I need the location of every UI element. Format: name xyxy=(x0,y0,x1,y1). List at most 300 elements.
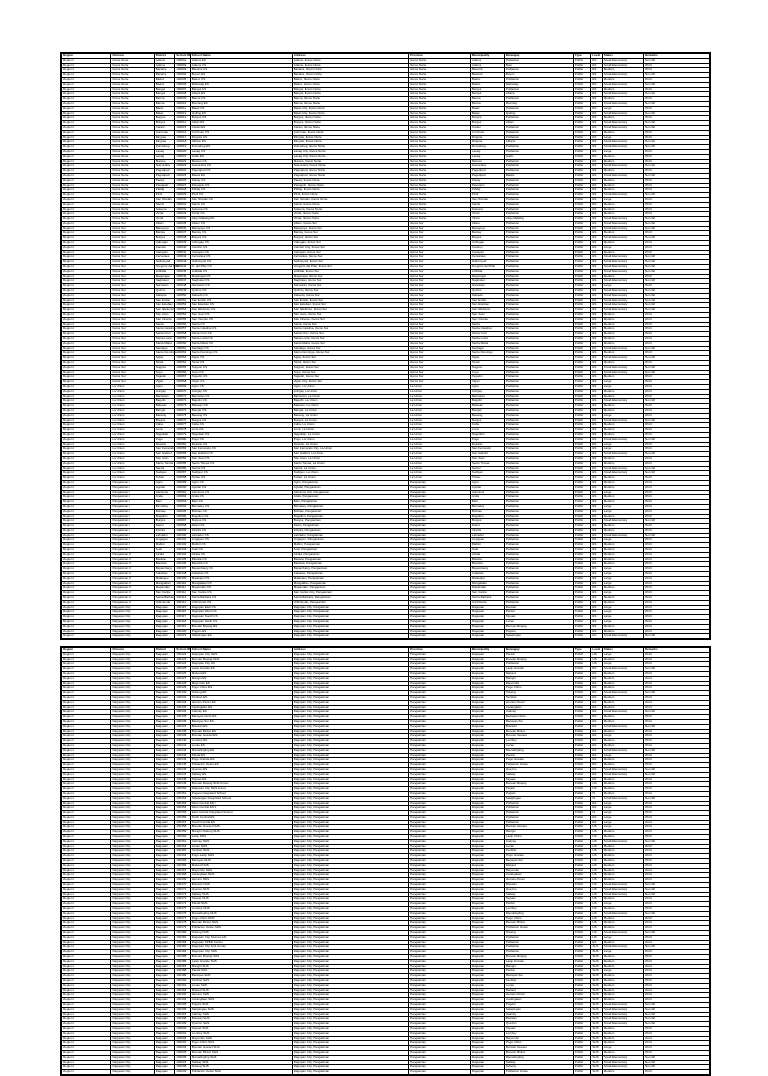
table-cell: ES xyxy=(591,615,602,620)
table-cell: Alaminos CS xyxy=(190,490,292,495)
table-cell: Dagupan xyxy=(154,935,175,940)
table-cell: SHS xyxy=(591,1036,602,1041)
table-cell: Ilocos Sur xyxy=(409,337,471,342)
table-cell: Public xyxy=(573,202,591,207)
table-cell: Region I xyxy=(62,969,111,974)
table-cell: Caba xyxy=(470,423,504,428)
table-cell: Pangasinan xyxy=(409,657,471,662)
table-cell: Dagupan xyxy=(470,662,504,667)
table-cell: Dagupan City xyxy=(111,988,154,993)
table-cell: Malued xyxy=(504,863,573,868)
table-cell: Region I xyxy=(62,801,111,806)
table-cell: Dingras xyxy=(154,140,175,145)
table-cell: Luna xyxy=(470,428,504,433)
table-cell: Mangin ES xyxy=(190,676,292,681)
table-cell: Dagupan City, Pangasinan xyxy=(292,820,408,825)
column-header: District xyxy=(154,54,175,59)
table-cell: West Central ES II xyxy=(190,806,292,811)
table-cell: Public xyxy=(573,830,591,835)
table-cell: Public xyxy=(573,998,591,1003)
table-cell: Wi-Fi xyxy=(643,921,709,926)
table-cell: Dagupan xyxy=(154,710,175,715)
table-cell: Sinait, Ilocos Sur xyxy=(292,361,408,366)
table-cell: Nagbukel xyxy=(470,279,504,284)
table-cell: Pangasinan xyxy=(409,495,471,500)
table-cell: Lucao xyxy=(504,844,573,849)
table-cell: Poblacion xyxy=(504,801,573,806)
table-cell: Dagupan xyxy=(154,662,175,667)
table-cell: Public xyxy=(573,77,591,82)
table-cell: Poblacion xyxy=(504,509,573,514)
table-cell: Poblacion xyxy=(504,188,573,193)
table-cell: 100005 xyxy=(175,77,190,82)
table-cell: ES xyxy=(591,87,602,92)
table-cell: Region I xyxy=(62,413,111,418)
table-cell: Naguilian, La Union xyxy=(292,432,408,437)
table-cell: SHS xyxy=(591,1026,602,1031)
table-cell: Dagupan City, Pangasinan xyxy=(292,897,408,902)
table-cell: Ilocos Sur xyxy=(409,269,471,274)
table-cell: Pangasinan xyxy=(409,873,471,878)
table-cell: Region I xyxy=(62,289,111,294)
table-cell: Tapuac xyxy=(504,615,573,620)
table-cell: Pangasinan I xyxy=(111,528,154,533)
table-cell: 100102 xyxy=(175,543,190,548)
table-cell: Public xyxy=(573,106,591,111)
column-header: School Name xyxy=(190,54,292,59)
table-cell: Small Elementary xyxy=(602,634,643,639)
table-cell: Dagupan City xyxy=(111,854,154,859)
table-cell: Public xyxy=(573,413,591,418)
table-cell: La Union xyxy=(409,408,471,413)
table-cell: Carasi, Ilocos Norte xyxy=(292,125,408,130)
table-cell: Tebeng NHS xyxy=(190,931,292,936)
table-cell: Bacarra, Ilocos Norte xyxy=(292,68,408,73)
table-cell: Non-Wi xyxy=(643,303,709,308)
table-cell: Tambac xyxy=(504,978,573,983)
table-cell: Ilocos Norte xyxy=(409,116,471,121)
table-cell: Pangasinan xyxy=(409,676,471,681)
table-cell: 100039 xyxy=(175,241,190,246)
table-cell: Non-Wi xyxy=(643,1060,709,1065)
table-cell: 100107 xyxy=(175,567,190,572)
table-cell: 100095 xyxy=(175,509,190,514)
table-cell: Region I xyxy=(62,370,111,375)
table-cell: Large xyxy=(602,1046,643,1051)
table-cell: Dagupan xyxy=(470,1046,504,1051)
table-cell: Public xyxy=(573,327,591,332)
table-cell: Public xyxy=(573,815,591,820)
table-cell: 100043 xyxy=(175,260,190,265)
table-cell: La Union xyxy=(111,471,154,476)
table-cell: Pangasinan xyxy=(409,931,471,936)
table-cell: Dagupan xyxy=(154,1070,175,1075)
table-cell: Bonuan Boquig NHS Annex xyxy=(190,782,292,787)
table-cell: Dagupan City xyxy=(111,629,154,634)
table-cell: Dagupan xyxy=(470,686,504,691)
table-cell: Dagupan xyxy=(470,935,504,940)
table-cell: Pangasinan xyxy=(409,916,471,921)
table-cell: Wi-Fi xyxy=(643,801,709,806)
table-cell: Ilocos Sur xyxy=(111,370,154,375)
table-cell: Public xyxy=(573,887,591,892)
table-cell: Large xyxy=(602,197,643,202)
table-cell: Solsona CS xyxy=(190,207,292,212)
table-cell: ES xyxy=(591,365,602,370)
table-cell: Bolosan xyxy=(504,1017,573,1022)
table-cell: Batac xyxy=(470,111,504,116)
table-cell: 100149 xyxy=(175,782,190,787)
table-cell: HS xyxy=(591,657,602,662)
table-cell: Public xyxy=(573,811,591,816)
table-cell: Pangasinan xyxy=(409,552,471,557)
table-cell: Pangasinan xyxy=(409,1036,471,1041)
table-cell: Laoag xyxy=(470,154,504,159)
table-cell: Dagupan xyxy=(154,796,175,801)
table-cell: 100026 xyxy=(175,178,190,183)
table-cell: Santiago xyxy=(154,346,175,351)
table-cell: ES xyxy=(591,351,602,356)
table-cell: HS xyxy=(591,830,602,835)
table-cell: Dagupan xyxy=(470,734,504,739)
table-cell: Wi-Fi xyxy=(643,1041,709,1046)
table-cell: Region I xyxy=(62,671,111,676)
table-cell: Ilocos Norte xyxy=(111,97,154,102)
table-cell: Bonuan Boquig SHS xyxy=(190,955,292,960)
table-cell: Public xyxy=(573,245,591,250)
table-cell: Ilocos Sur xyxy=(409,236,471,241)
table-cell: Region I xyxy=(62,1065,111,1070)
table-cell: Banna xyxy=(154,97,175,102)
table-cell: Dagupan xyxy=(154,739,175,744)
table-cell: Non-Wi xyxy=(643,221,709,226)
table-cell: ES xyxy=(591,772,602,777)
table-cell: Small Elementary xyxy=(602,236,643,241)
table-cell: Medium xyxy=(602,154,643,159)
table-cell: Public xyxy=(573,1036,591,1041)
table-cell: Region I xyxy=(62,921,111,926)
table-cell: Region I xyxy=(62,221,111,226)
table-cell: Ilocos Norte xyxy=(409,82,471,87)
table-cell: Pangasinan xyxy=(409,480,471,485)
table-cell: Dagupan City, Pangasinan xyxy=(292,700,408,705)
table-cell: Pangasinan xyxy=(409,1055,471,1060)
table-cell: Pangasinan xyxy=(409,543,471,548)
table-cell: ES xyxy=(591,610,602,615)
table-cell: Alejo Malasig xyxy=(504,217,573,222)
table-cell: Poblacion xyxy=(504,394,573,399)
table-cell: ES xyxy=(591,394,602,399)
table-cell: ES xyxy=(591,212,602,217)
table-cell: Poblacion xyxy=(504,284,573,289)
table-cell: ES xyxy=(591,413,602,418)
table-cell: Large xyxy=(602,605,643,610)
table-cell: Non-Wi xyxy=(643,92,709,97)
table-cell: 100012 xyxy=(175,111,190,116)
table-cell: Wi-Fi xyxy=(643,327,709,332)
table-cell: Sugpon xyxy=(154,365,175,370)
table-cell: ES xyxy=(591,164,602,169)
table-cell: 100056 xyxy=(175,322,190,327)
table-cell: Dagupan City, Pangasinan xyxy=(292,1065,408,1070)
table-cell: Region I xyxy=(62,375,111,380)
table-cell: Wi-Fi xyxy=(643,538,709,543)
table-cell: Aringay xyxy=(470,389,504,394)
table-cell: Dumalneg xyxy=(470,145,504,150)
table-cell: Region I xyxy=(62,476,111,481)
table-cell: Pogo Grande xyxy=(504,758,573,763)
table-cell: ES xyxy=(591,408,602,413)
table-cell: Dagupan xyxy=(154,1036,175,1041)
table-cell: Ilocos Sur xyxy=(111,279,154,284)
table-cell: Mabini xyxy=(470,543,504,548)
table-cell: Pangasinan xyxy=(409,1022,471,1027)
table-cell: Region I xyxy=(62,686,111,691)
table-cell: Region I xyxy=(62,365,111,370)
table-cell: Region I xyxy=(62,1017,111,1022)
table-cell: Adams, Ilocos Norte xyxy=(292,63,408,68)
table-cell: Wi-Fi xyxy=(643,509,709,514)
table-cell: Large xyxy=(602,610,643,615)
table-cell: Dagupan xyxy=(154,719,175,724)
table-cell: Adams xyxy=(154,63,175,68)
table-cell: Public xyxy=(573,212,591,217)
table-cell: Dagupan xyxy=(470,705,504,710)
table-cell: 100132 xyxy=(175,700,190,705)
table-cell: ES xyxy=(591,404,602,409)
table-cell: Poblacion xyxy=(504,308,573,313)
table-cell: 100016 xyxy=(175,130,190,135)
table-cell: Medium xyxy=(602,332,643,337)
table-cell: Public xyxy=(573,154,591,159)
table-cell: Large xyxy=(602,902,643,907)
table-cell: Public xyxy=(573,945,591,950)
table-cell: San Vicente xyxy=(470,317,504,322)
table-cell: Santa xyxy=(154,322,175,327)
table-cell: Dagupan City xyxy=(111,1007,154,1012)
table-cell: Dagupan City xyxy=(111,1070,154,1075)
table-cell: Region I xyxy=(62,255,111,260)
table-cell: Calasiao CS xyxy=(190,572,292,577)
table-cell: Adams xyxy=(470,63,504,68)
table-cell: Region I xyxy=(62,164,111,169)
table-cell: Banayoyo xyxy=(470,226,504,231)
table-cell: Small Elementary xyxy=(602,1022,643,1027)
table-cell: Public xyxy=(573,1065,591,1070)
table-cell: San Nicolas CS xyxy=(190,197,292,202)
table-cell: Pantal NHS xyxy=(190,902,292,907)
table-cell: Medium xyxy=(602,456,643,461)
table-cell: 100143 xyxy=(175,753,190,758)
table-cell: 100046 xyxy=(175,274,190,279)
table-cell: Non-Wi xyxy=(643,308,709,313)
table-cell: Poblacion xyxy=(504,193,573,198)
table-cell: Dagupan City xyxy=(111,811,154,816)
table-cell: Pantal xyxy=(504,787,573,792)
table-cell: Dagupan xyxy=(470,806,504,811)
table-cell: Large xyxy=(602,815,643,820)
table-cell: 100199 xyxy=(175,1022,190,1027)
table-cell: Ilocos Sur xyxy=(409,298,471,303)
table-cell: San Gabriel xyxy=(470,452,504,457)
table-cell: Medium xyxy=(602,873,643,878)
table-cell: Region I xyxy=(62,835,111,840)
table-cell: Public xyxy=(573,983,591,988)
table-cell: ES xyxy=(591,308,602,313)
table-cell: Poblacion xyxy=(504,269,573,274)
table-cell: Region I xyxy=(62,830,111,835)
table-cell: Public xyxy=(573,399,591,404)
table-cell: 100117 xyxy=(175,615,190,620)
table-cell: Pangasinan xyxy=(409,715,471,720)
table-cell: Dagupan City xyxy=(111,897,154,902)
table-cell: Region I xyxy=(62,130,111,135)
table-cell: Wi-Fi xyxy=(643,940,709,945)
table-cell: Marcos xyxy=(154,159,175,164)
table-cell: Public xyxy=(573,159,591,164)
table-cell: Public xyxy=(573,567,591,572)
table-cell: Bauang CS xyxy=(190,413,292,418)
table-cell: Bayambang, Pangasinan xyxy=(292,567,408,572)
table-cell: Pangasinan II xyxy=(111,572,154,577)
table-cell: Alilem xyxy=(470,221,504,226)
table-cell: 100115 xyxy=(175,605,190,610)
table-cell: Dagupan City, Pangasinan xyxy=(292,748,408,753)
table-cell: Dagupan City, Pangasinan xyxy=(292,662,408,667)
table-cell: Dagupan xyxy=(470,787,504,792)
table-cell: Medium xyxy=(602,212,643,217)
table-cell: ES xyxy=(591,806,602,811)
table-cell: Region I xyxy=(62,629,111,634)
table-cell: Wi-Fi xyxy=(643,902,709,907)
table-cell: Dagupan City NHS xyxy=(190,652,292,657)
table-cell: Wi-Fi xyxy=(643,662,709,667)
table-cell: Public xyxy=(573,921,591,926)
table-cell: Dagupan xyxy=(154,854,175,859)
table-cell: Dagupan xyxy=(470,1055,504,1060)
table-cell: Public xyxy=(573,873,591,878)
table-cell: ES xyxy=(591,97,602,102)
table-cell: Dagupan xyxy=(470,907,504,912)
table-cell: Public xyxy=(573,767,591,772)
table-cell: Region I xyxy=(62,902,111,907)
table-cell: Pagudpud xyxy=(154,169,175,174)
table-cell: Dagupan xyxy=(470,767,504,772)
table-cell: Region I xyxy=(62,303,111,308)
table-cell: Large xyxy=(602,734,643,739)
table-cell: Medium xyxy=(602,500,643,505)
table-cell: Pangasinan xyxy=(409,705,471,710)
table-cell: Dagupan City, Pangasinan xyxy=(292,739,408,744)
table-cell: Small Elementary xyxy=(602,63,643,68)
table-cell: Bautista xyxy=(470,562,504,567)
table-cell: Dagupan City xyxy=(111,1041,154,1046)
table-cell: Non-Wi xyxy=(643,1007,709,1012)
table-cell: Public xyxy=(573,509,591,514)
table-cell: Wi-Fi xyxy=(643,284,709,289)
table-cell: La Union xyxy=(409,404,471,409)
table-cell: Buyon ES xyxy=(190,73,292,78)
table-cell: Poblacion xyxy=(504,495,573,500)
table-cell: Region I xyxy=(62,734,111,739)
table-cell: Small Elementary xyxy=(602,748,643,753)
table-cell: ES xyxy=(591,389,602,394)
table-cell: Candon xyxy=(154,245,175,250)
table-cell: Piddig xyxy=(470,188,504,193)
table-cell: Small Elementary xyxy=(602,173,643,178)
table-cell: 100174 xyxy=(175,902,190,907)
table-cell: Dagupan City xyxy=(111,883,154,888)
table-cell: Ilocos Sur xyxy=(111,226,154,231)
table-cell: 100141 xyxy=(175,743,190,748)
table-cell: Small Elementary xyxy=(602,145,643,150)
table-cell: Ilocos Norte xyxy=(111,149,154,154)
table-cell: Poblacion xyxy=(504,428,573,433)
table-cell: Batac CS xyxy=(190,106,292,111)
table-cell: ES xyxy=(591,269,602,274)
table-cell: Dagupan City xyxy=(111,710,154,715)
table-cell: Region I xyxy=(62,73,111,78)
table-cell: Public xyxy=(573,743,591,748)
table-cell: Sual xyxy=(154,548,175,553)
table-cell: 100179 xyxy=(175,926,190,931)
table-cell: 100153 xyxy=(175,801,190,806)
table-cell: Public xyxy=(573,955,591,960)
table-cell: Dagupan City xyxy=(111,667,154,672)
table-cell: 100035 xyxy=(175,221,190,226)
table-cell: Caba CS xyxy=(190,423,292,428)
table-cell: Pangasinan xyxy=(409,811,471,816)
table-cell: Carasi xyxy=(470,125,504,130)
table-cell: Region I xyxy=(62,681,111,686)
table-cell: Public xyxy=(573,394,591,399)
table-cell: Caoayan CS xyxy=(190,250,292,255)
table-cell: Public xyxy=(573,1050,591,1055)
table-cell: Dagupan City xyxy=(111,964,154,969)
table-cell: Dagupan xyxy=(154,700,175,705)
table-cell: Salapingao xyxy=(504,634,573,639)
table-cell: Medium xyxy=(602,1070,643,1075)
table-cell: Santa Catalina xyxy=(155,326,176,331)
table-cell: Dagupan City, Pangasinan xyxy=(292,1012,408,1017)
table-cell: 100130 xyxy=(175,691,190,696)
table-cell: Bangar xyxy=(154,408,175,413)
table-cell: Tapuac NHS xyxy=(190,897,292,902)
table-cell: Wi-Fi xyxy=(643,719,709,724)
table-cell: Ilocos Sur xyxy=(409,317,471,322)
table-cell: Non-Wi xyxy=(643,1065,709,1070)
table-cell: 100123 xyxy=(175,657,190,662)
table-cell: Dagupan xyxy=(154,983,175,988)
table-cell: Salisay xyxy=(504,1060,573,1065)
table-cell: Non-Wi xyxy=(643,226,709,231)
table-cell: 100053 xyxy=(175,308,190,313)
table-cell: 100140 xyxy=(175,739,190,744)
table-cell: Bacarra, Ilocos Norte xyxy=(292,73,408,78)
table-cell: Galimuyod CS xyxy=(190,260,292,265)
table-cell: Public xyxy=(573,657,591,662)
table-cell: 100028 xyxy=(175,188,190,193)
table-cell: Bacnotan xyxy=(154,394,175,399)
table-cell: ES xyxy=(591,576,602,581)
table-cell: Pogo Grande xyxy=(504,854,573,859)
table-cell: Region I xyxy=(62,777,111,782)
table-cell: SHS xyxy=(591,964,602,969)
table-cell: ES xyxy=(591,777,602,782)
table-cell: SHS xyxy=(591,959,602,964)
table-cell: ES xyxy=(591,111,602,116)
table-cell: Pangasinan xyxy=(409,763,471,768)
